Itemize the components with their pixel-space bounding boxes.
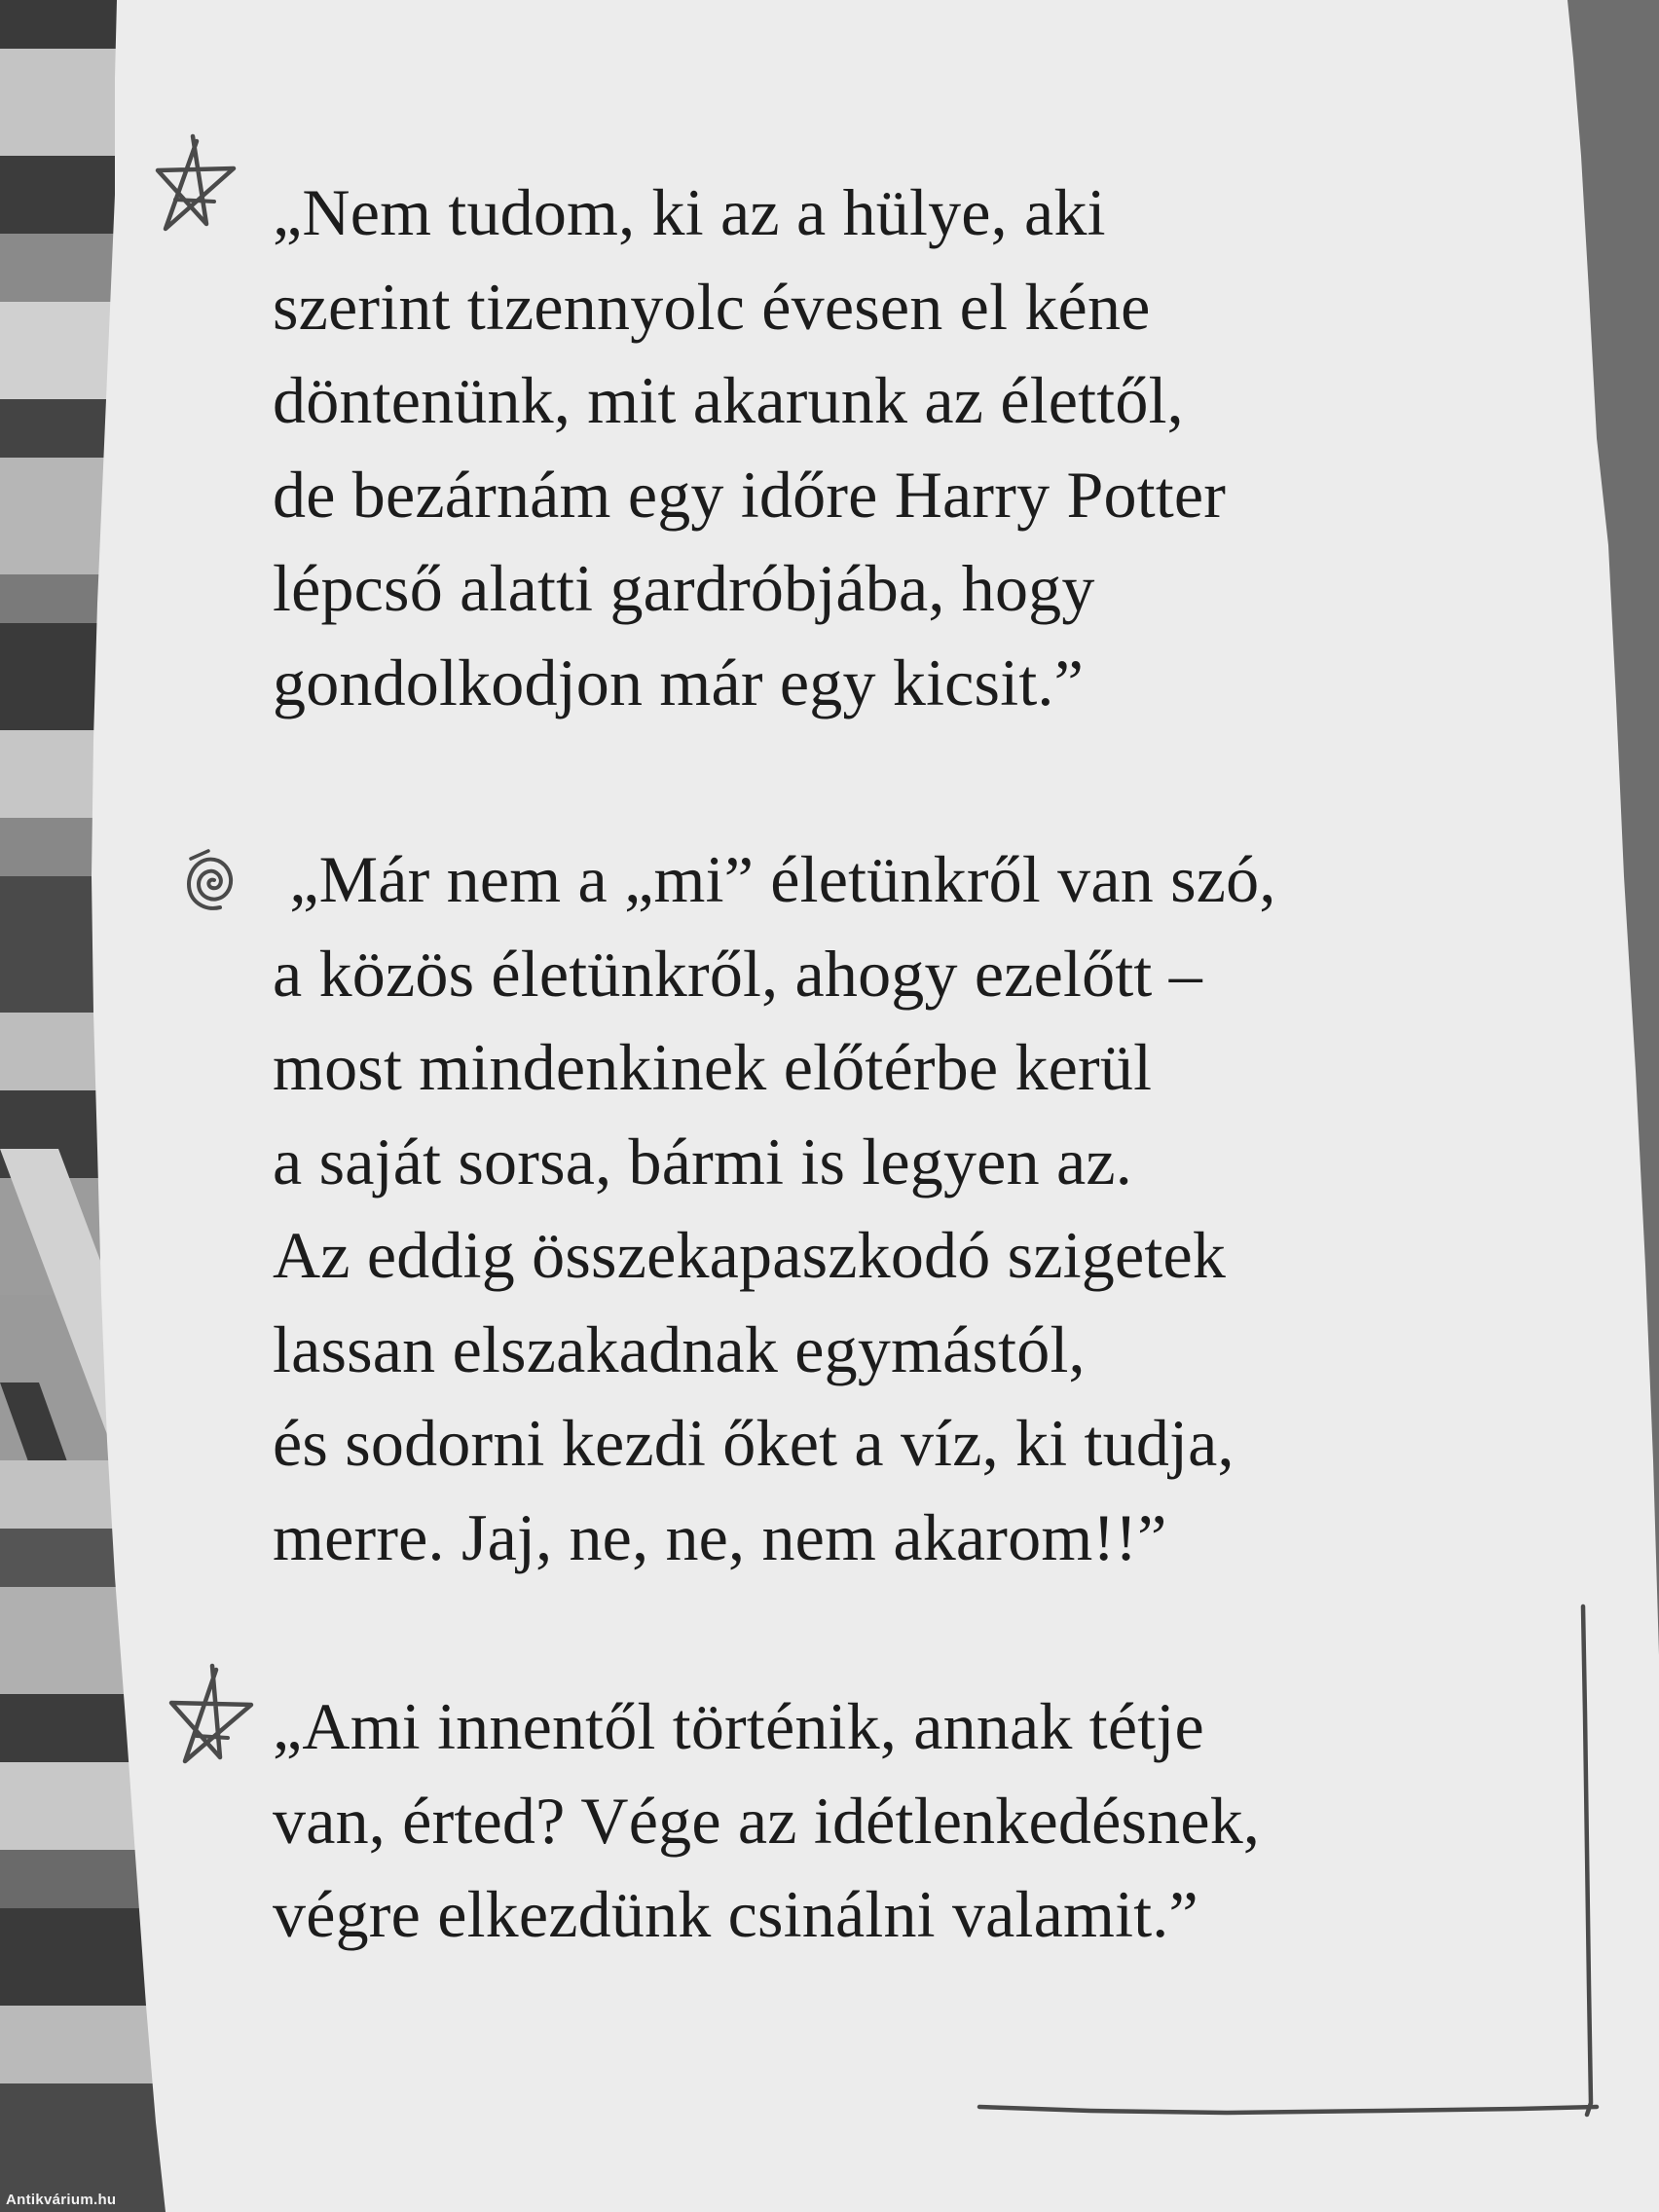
text-line: lassan elszakadnak egymástól, bbox=[273, 1311, 1086, 1386]
text-line: Az eddig összekapaszkodó szigetek bbox=[273, 1218, 1227, 1292]
text-line: „Nem tudom, ki az a hülye, aki bbox=[273, 175, 1106, 249]
text-line: lépcső alatti gardróbjába, hogy bbox=[273, 551, 1095, 625]
text-line: „Ami innentől történik, annak tétje bbox=[273, 1689, 1204, 1763]
text-line: merre. Jaj, ne, ne, nem akarom!!” bbox=[273, 1499, 1167, 1574]
text-line: és sodorni kezdi őket a víz, ki tudja, bbox=[273, 1406, 1235, 1480]
star-doodle-icon bbox=[146, 131, 243, 239]
text-line: végre elkezdünk csinálni valamit.” bbox=[273, 1877, 1198, 1951]
quote-paragraph-1 bbox=[273, 166, 1226, 729]
text-line: szerint tizennyolc évesen el kéne bbox=[273, 269, 1151, 344]
spiral-doodle-icon bbox=[181, 845, 243, 915]
text-line: gondolkodjon már egy kicsit.” bbox=[273, 645, 1084, 719]
star-doodle-icon-2 bbox=[164, 1660, 257, 1767]
quote-paragraph-3 bbox=[273, 1679, 1260, 1962]
watermark: Antikvárium.hu bbox=[6, 2192, 117, 2208]
text-line: a saját sorsa, bármi is legyen az. bbox=[273, 1124, 1132, 1198]
text-line: most mindenkinek előtérbe kerül bbox=[273, 1030, 1153, 1104]
text-line: de bezárnám egy időre Harry Potter bbox=[273, 457, 1227, 532]
text-line: a közös életünkről, ahogy ezelőtt – bbox=[273, 936, 1202, 1011]
text-line: van, érted? Vége az idétlenkedésnek, bbox=[273, 1783, 1261, 1858]
quote-paragraph-2 bbox=[273, 832, 1276, 1584]
text-line: „Már nem a „mi” életünkről van szó, bbox=[273, 842, 1276, 916]
text-line: döntenünk, mit akarunk az élettől, bbox=[273, 363, 1184, 437]
